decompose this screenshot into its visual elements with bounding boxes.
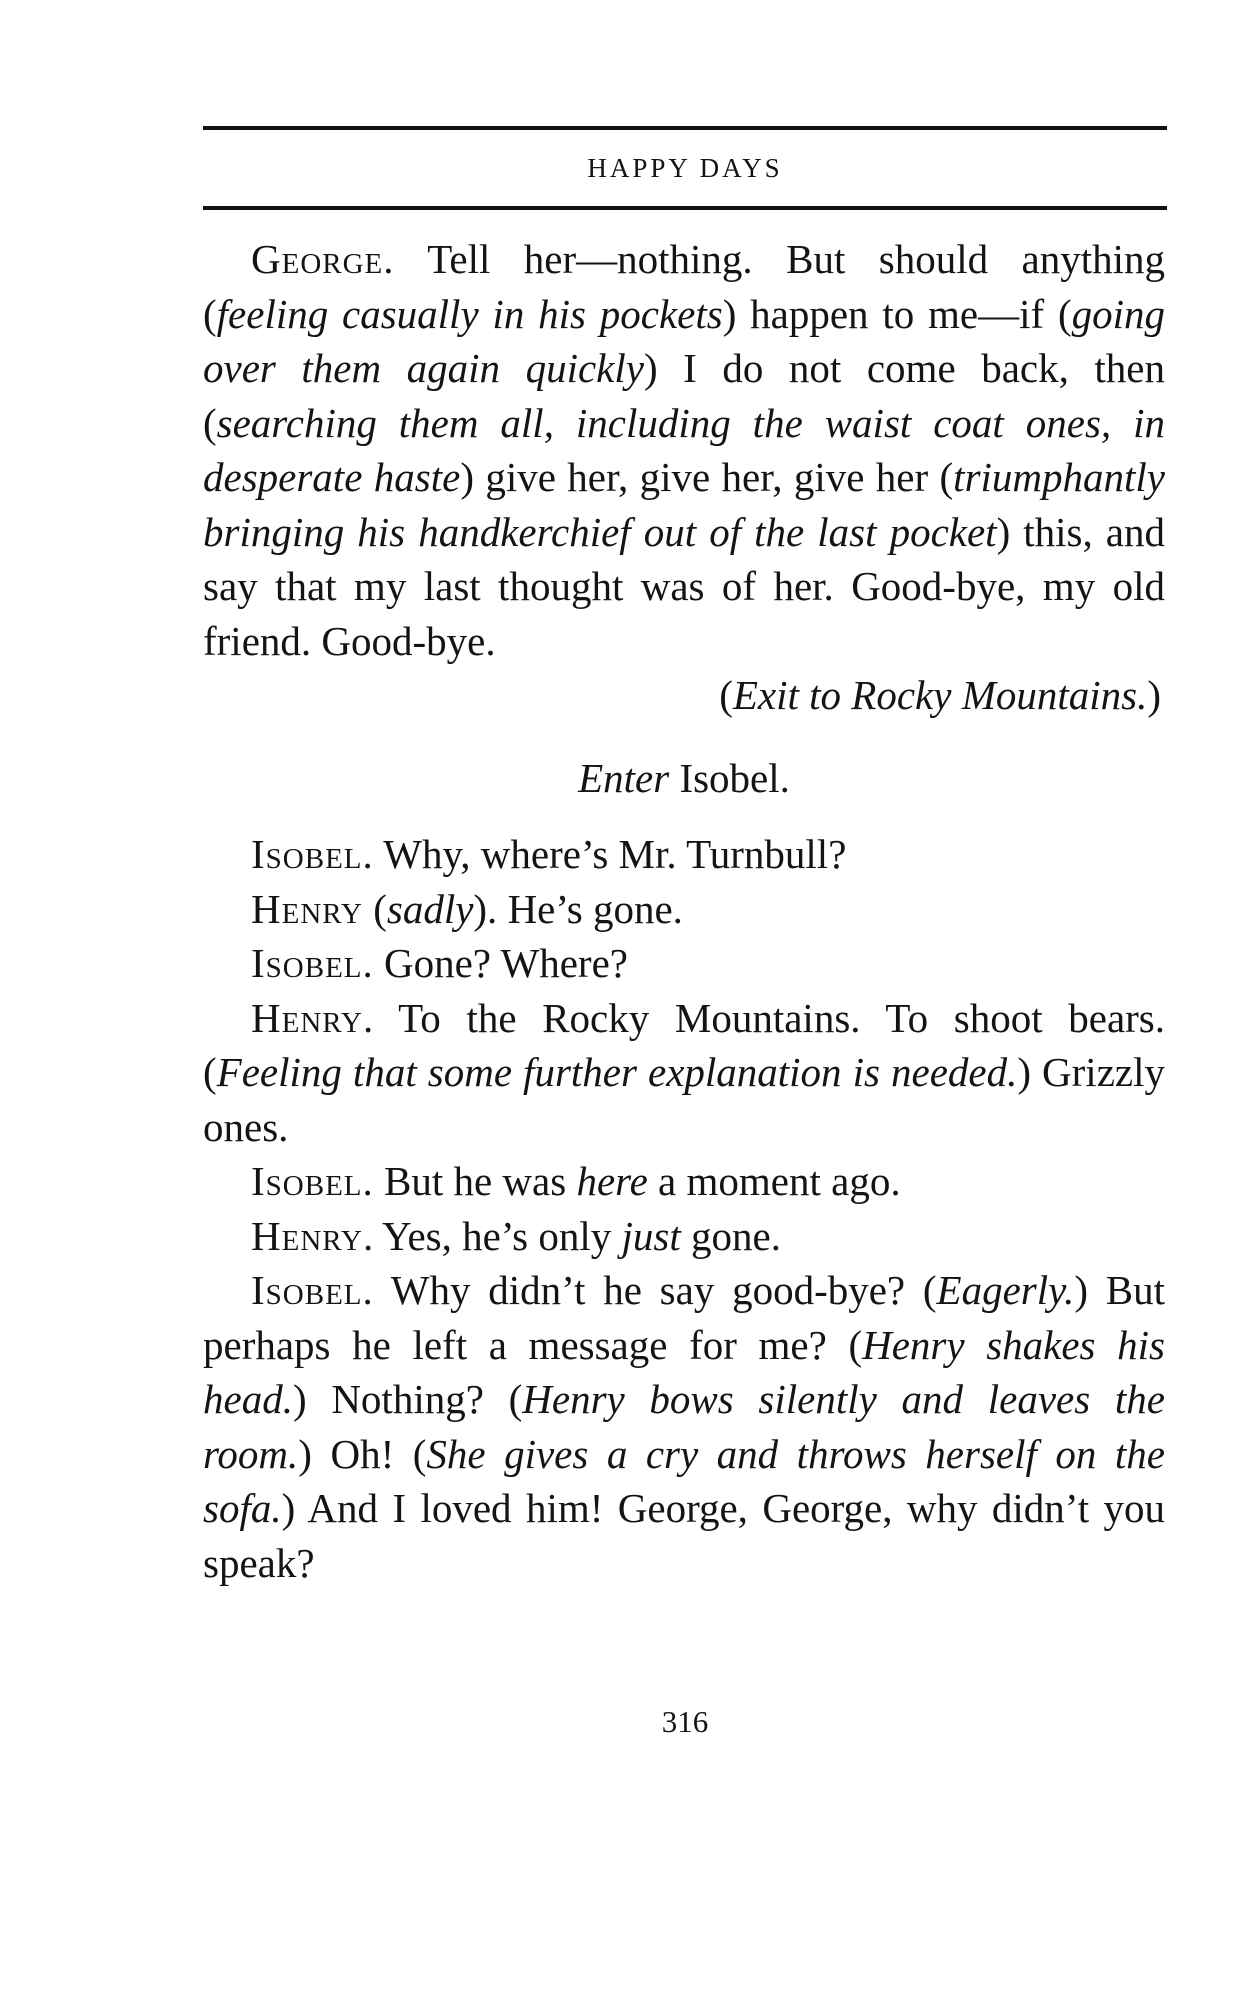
body-text: [203, 232, 1165, 1590]
stage-direction: searching them all, including the waist coat ones, in desperate haste: [203, 399, 1165, 500]
speech-text: Nothing?: [306, 1376, 509, 1422]
speech-text: happen to me—if: [736, 290, 1058, 337]
enter-name: Isobel.: [669, 754, 790, 801]
speech-text: Yes, he’s only: [381, 1212, 622, 1259]
emphasis: just: [621, 1212, 681, 1259]
henry-speech-2: Henry. To the Rocky Mountains. To shoot bears. (Feeling that some further explanation is needed.) Grizzly ones.: [203, 994, 1166, 1150]
speech-text: Oh!: [311, 1430, 413, 1477]
stage-direction: Henry shakes his head.: [203, 1321, 1165, 1422]
speaker-isobel: Isobel.: [251, 1158, 374, 1204]
stage-direction: Feeling that some further explanation is needed.: [216, 1049, 1018, 1095]
speaker-henry: Henry: [251, 885, 363, 932]
isobel-speech-2: [203, 936, 1165, 991]
isobel-speech-1: [203, 827, 1165, 882]
stage-direction: triumphantly bringing his handkerchief out of the last pocket: [203, 454, 1165, 555]
speech-text: And I loved him! George, George, why didn’t you speak?: [203, 1485, 1165, 1586]
exit-direction: (Exit to Rocky Mountains.): [719, 672, 1161, 718]
speech-text: But perhaps he left a message for me?: [203, 1267, 1165, 1368]
speech-text: Grizzly ones.: [203, 1049, 1165, 1150]
stage-direction: going over them again quickly: [203, 290, 1165, 391]
speaker-isobel: Isobel.: [251, 831, 374, 877]
speech-text: I do not come back, then: [657, 345, 1165, 391]
header-rule-top: [203, 126, 1167, 130]
speaker-isobel: Isobel.: [251, 940, 374, 986]
speech-text: give her, give her, give her: [473, 454, 940, 500]
speech-text: Gone? Where?: [384, 940, 628, 986]
stage-direction: Eagerly.: [936, 1267, 1075, 1313]
speaker-henry: Henry: [251, 1212, 363, 1259]
speech-text: To the Rocky Mountains. To shoot bears.: [398, 994, 1166, 1041]
exit-text: Exit to Rocky Mountains.: [732, 672, 1148, 718]
speaker-george: George.: [251, 236, 395, 282]
stage-direction: sadly: [386, 885, 474, 932]
page-number: 316: [661, 1704, 709, 1739]
spacer: [203, 723, 1165, 751]
enter-word: Enter: [578, 754, 670, 801]
speech-text: He’s gone.: [507, 885, 683, 932]
emphasis: here: [576, 1158, 648, 1204]
speech-text: But he was: [384, 1158, 577, 1204]
isobel-speech-4: Isobel. Why didn’t he say good-bye? (Eagerly.) But perhaps he left a message for me? (Henry shakes his head.) Nothing? (Henry bows silently and leaves the room.) Oh! (She gives a cry and throws herself on the sofa.) And I loved him! George, George, why didn’t you speak?: [203, 1267, 1165, 1586]
speech-text: Tell her—nothing. But should anything: [427, 236, 1166, 282]
speaker-henry: Henry: [251, 994, 363, 1041]
stage-direction: Henry bows silently and leaves the room.: [203, 1376, 1165, 1477]
george-speech: George. Tell her—nothing. But should anything (feeling casually in his pockets) happen to me—if (going over them again quickly) I do not come back, then (searching them all, including the waist coat ones, in desperate haste) give her, give her, give her (triumphantly bringing his handkerchief out of the last pocket) this, and say that my last thought was of her. Good-bye, my old friend. Good-bye.: [203, 236, 1166, 664]
running-head: HAPPY DAYS: [587, 153, 783, 183]
speaker-isobel: Isobel.: [251, 1267, 374, 1313]
speech-text: Why, where’s Mr. Turnbull?: [383, 831, 847, 877]
stage-direction: She gives a cry and throws herself on the sofa.: [203, 1430, 1165, 1531]
henry-speech-3: Henry. Yes, he’s only just gone.: [251, 1212, 781, 1259]
speech-text: gone.: [680, 1212, 781, 1259]
header-rule-bottom: [203, 206, 1167, 210]
speech-text: this, and say that my last thought was of her. Good-bye, my old friend. Good-bye.: [203, 508, 1166, 664]
enter-direction: [203, 751, 1165, 806]
spacer: [203, 805, 1165, 827]
speech-text: Why didn’t he say good-bye?: [390, 1267, 923, 1313]
henry-speech-1: Henry (sadly). He’s gone.: [251, 885, 683, 932]
speech-text: a moment ago.: [647, 1158, 901, 1204]
isobel-speech-3: [203, 1154, 1165, 1209]
stage-direction: feeling casually in his pockets: [216, 290, 723, 337]
